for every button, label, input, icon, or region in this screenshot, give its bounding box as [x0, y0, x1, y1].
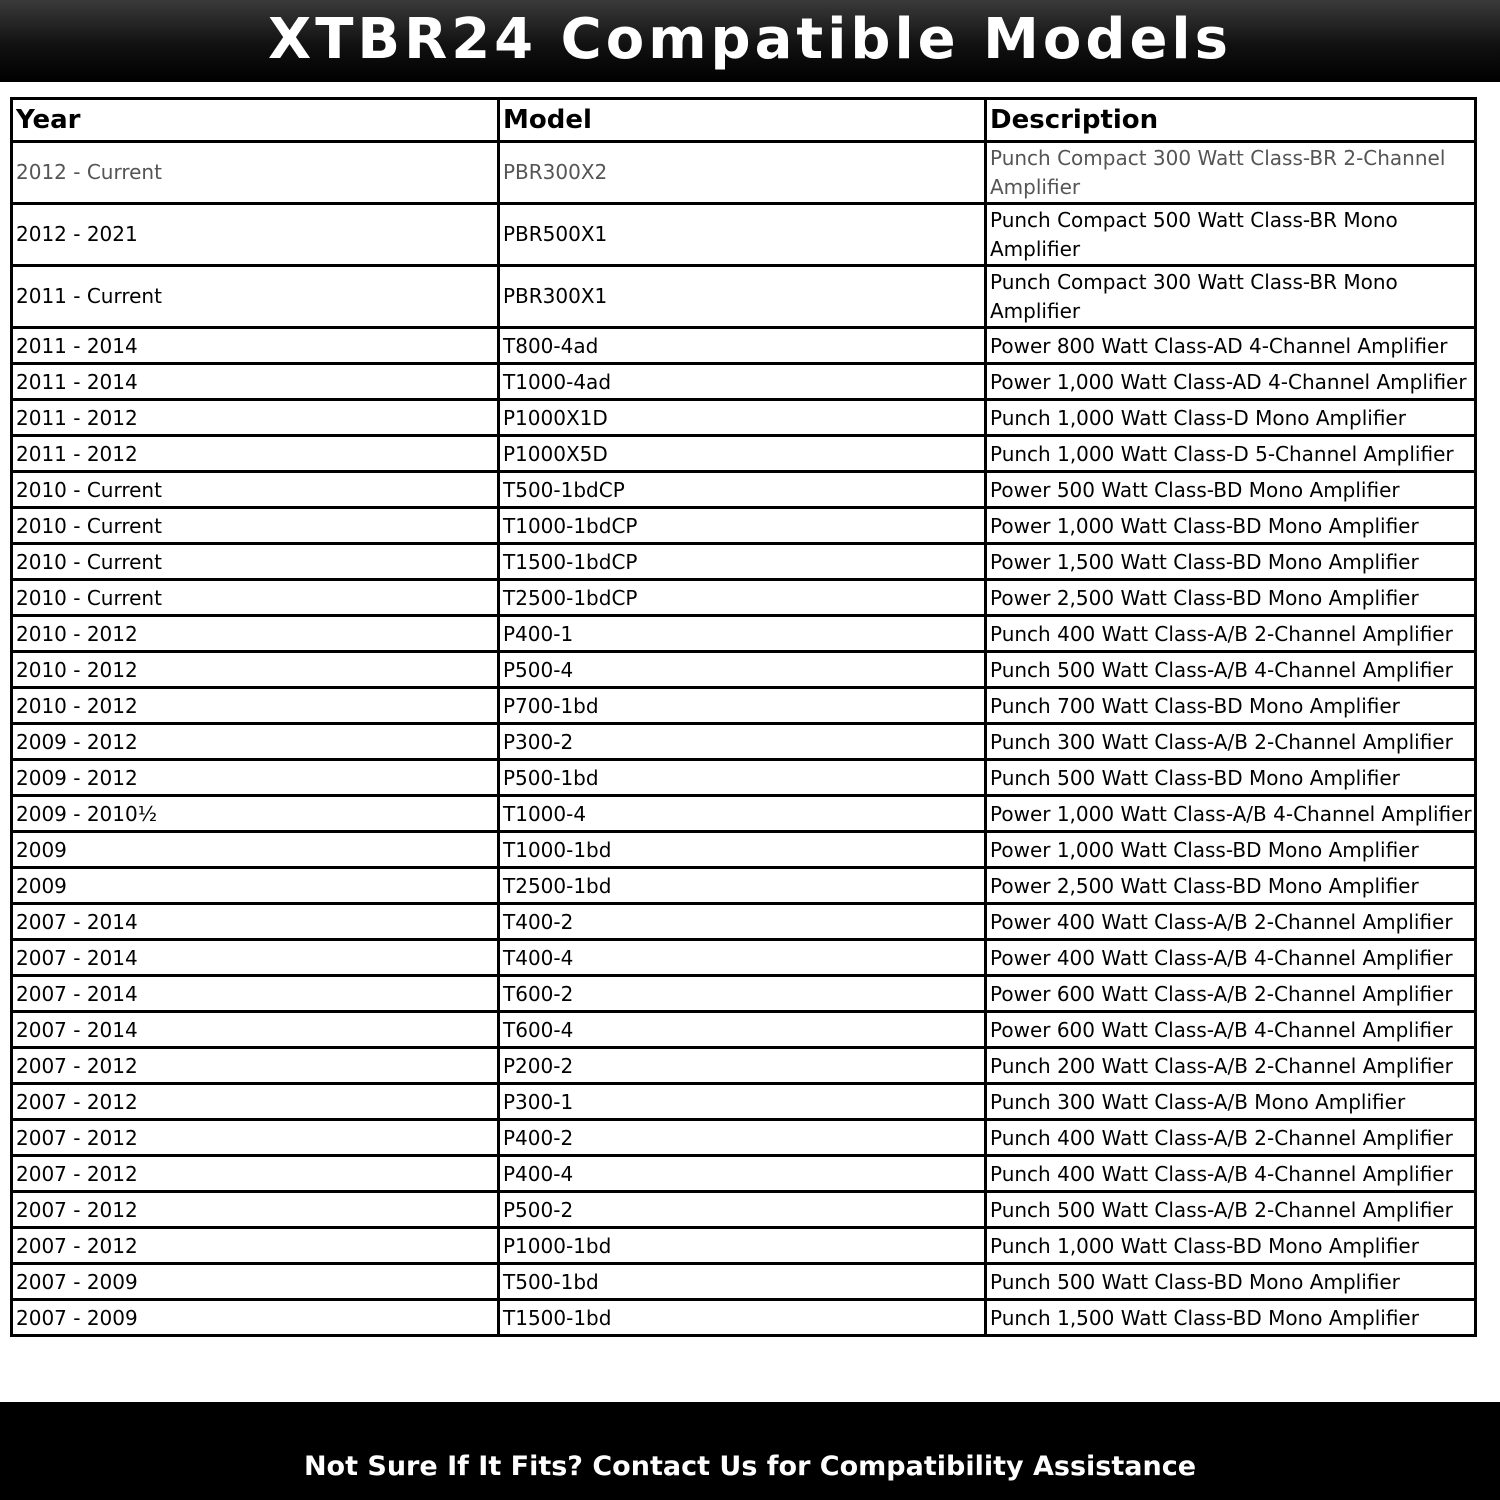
cell-description: Punch 500 Watt Class-BD Mono Amplifier: [986, 760, 1476, 796]
compatibility-table-container: [10, 97, 1474, 1337]
cell-model: P500-2: [499, 1192, 986, 1228]
cell-description: Punch 300 Watt Class-A/B Mono Amplifier: [986, 1084, 1476, 1120]
table-row: [12, 1228, 1476, 1264]
cell-year: 2010 - Current: [12, 508, 499, 544]
cell-model: T500-1bdCP: [499, 472, 986, 508]
table-row: [12, 616, 1476, 652]
cell-description: Punch 1,000 Watt Class-D Mono Amplifier: [986, 400, 1476, 436]
table-row: [12, 328, 1476, 364]
table-row: [12, 724, 1476, 760]
cell-year: 2007 - 2014: [12, 940, 499, 976]
table-row: [12, 1048, 1476, 1084]
table-row: [12, 1300, 1476, 1336]
column-header-description: Description: [986, 99, 1476, 142]
cell-description: Punch 500 Watt Class-A/B 4-Channel Amplifier: [986, 652, 1476, 688]
cell-model: PBR500X1: [499, 204, 986, 266]
column-header-model: Model: [499, 99, 986, 142]
table-row: [12, 652, 1476, 688]
cell-model: P400-1: [499, 616, 986, 652]
cell-description: Punch 1,000 Watt Class-BD Mono Amplifier: [986, 1228, 1476, 1264]
table-row: [12, 976, 1476, 1012]
cell-description: Power 2,500 Watt Class-BD Mono Amplifier: [986, 580, 1476, 616]
footer-banner: [0, 1402, 1500, 1500]
cell-description: Punch 400 Watt Class-A/B 2-Channel Amplifier: [986, 1120, 1476, 1156]
cell-model: P1000X5D: [499, 436, 986, 472]
cell-description: Punch 1,000 Watt Class-D 5-Channel Amplifier: [986, 436, 1476, 472]
cell-model: T800-4ad: [499, 328, 986, 364]
table-row: [12, 1084, 1476, 1120]
cell-model: T500-1bd: [499, 1264, 986, 1300]
cell-year: 2010 - 2012: [12, 652, 499, 688]
cell-description: Punch Compact 300 Watt Class-BR Mono Amplifier: [986, 266, 1476, 328]
cell-year: 2007 - 2012: [12, 1120, 499, 1156]
cell-model: P1000X1D: [499, 400, 986, 436]
cell-year: 2009: [12, 832, 499, 868]
table-row: [12, 142, 1476, 204]
cell-model: T600-2: [499, 976, 986, 1012]
cell-year: 2010 - Current: [12, 580, 499, 616]
table-row: [12, 688, 1476, 724]
table-header-row: [12, 99, 1476, 142]
cell-model: PBR300X2: [499, 142, 986, 204]
cell-description: Punch 300 Watt Class-A/B 2-Channel Amplifier: [986, 724, 1476, 760]
table-row: [12, 904, 1476, 940]
cell-model: T400-4: [499, 940, 986, 976]
cell-description: Power 1,000 Watt Class-AD 4-Channel Amplifier: [986, 364, 1476, 400]
cell-year: 2009: [12, 868, 499, 904]
cell-year: 2010 - 2012: [12, 616, 499, 652]
table-row: [12, 580, 1476, 616]
cell-year: 2009 - 2012: [12, 724, 499, 760]
cell-description: Punch 400 Watt Class-A/B 4-Channel Amplifier: [986, 1156, 1476, 1192]
table-row: [12, 1264, 1476, 1300]
cell-model: T1000-1bd: [499, 832, 986, 868]
cell-year: 2010 - Current: [12, 544, 499, 580]
cell-description: Punch Compact 300 Watt Class-BR 2-Channel Amplifier: [986, 142, 1476, 204]
table-row: [12, 204, 1476, 266]
cell-description: Punch 500 Watt Class-A/B 2-Channel Amplifier: [986, 1192, 1476, 1228]
footer-contact-text: Not Sure If It Fits? Contact Us for Compatibility Assistance: [303, 1450, 1197, 1482]
table-row: [12, 868, 1476, 904]
table-row: [12, 508, 1476, 544]
table-row: [12, 1192, 1476, 1228]
cell-model: P400-4: [499, 1156, 986, 1192]
header-banner: [0, 0, 1500, 82]
table-row: [12, 544, 1476, 580]
table-row: [12, 400, 1476, 436]
cell-description: Power 400 Watt Class-A/B 4-Channel Amplifier: [986, 940, 1476, 976]
cell-model: P400-2: [499, 1120, 986, 1156]
cell-year: 2007 - 2014: [12, 1012, 499, 1048]
cell-model: P1000-1bd: [499, 1228, 986, 1264]
cell-description: Power 2,500 Watt Class-BD Mono Amplifier: [986, 868, 1476, 904]
table-row: [12, 436, 1476, 472]
cell-year: 2010 - 2012: [12, 688, 499, 724]
cell-model: T2500-1bd: [499, 868, 986, 904]
cell-description: Punch 200 Watt Class-A/B 2-Channel Amplifier: [986, 1048, 1476, 1084]
cell-description: Power 1,000 Watt Class-BD Mono Amplifier: [986, 508, 1476, 544]
cell-model: P300-2: [499, 724, 986, 760]
cell-year: 2010 - Current: [12, 472, 499, 508]
cell-model: P300-1: [499, 1084, 986, 1120]
table-row: [12, 1156, 1476, 1192]
cell-year: 2007 - 2009: [12, 1300, 499, 1336]
cell-year: 2007 - 2012: [12, 1192, 499, 1228]
table-row: [12, 472, 1476, 508]
cell-model: T600-4: [499, 1012, 986, 1048]
compatibility-table: [10, 97, 1477, 1337]
cell-model: T1500-1bdCP: [499, 544, 986, 580]
cell-description: Power 800 Watt Class-AD 4-Channel Amplifier: [986, 328, 1476, 364]
cell-description: Punch 500 Watt Class-BD Mono Amplifier: [986, 1264, 1476, 1300]
cell-model: P200-2: [499, 1048, 986, 1084]
cell-year: 2011 - Current: [12, 266, 499, 328]
table-row: [12, 832, 1476, 868]
table-row: [12, 1012, 1476, 1048]
cell-description: Punch 400 Watt Class-A/B 2-Channel Amplifier: [986, 616, 1476, 652]
cell-description: Punch 700 Watt Class-BD Mono Amplifier: [986, 688, 1476, 724]
cell-model: T1500-1bd: [499, 1300, 986, 1336]
cell-year: 2009 - 2010½: [12, 796, 499, 832]
cell-model: T400-2: [499, 904, 986, 940]
cell-description: Power 1,500 Watt Class-BD Mono Amplifier: [986, 544, 1476, 580]
cell-model: P700-1bd: [499, 688, 986, 724]
cell-year: 2007 - 2012: [12, 1156, 499, 1192]
cell-year: 2011 - 2012: [12, 400, 499, 436]
cell-description: Power 600 Watt Class-A/B 4-Channel Amplifier: [986, 1012, 1476, 1048]
cell-year: 2007 - 2012: [12, 1084, 499, 1120]
table-row: [12, 364, 1476, 400]
cell-model: P500-4: [499, 652, 986, 688]
cell-description: Power 400 Watt Class-A/B 2-Channel Amplifier: [986, 904, 1476, 940]
table-row: [12, 266, 1476, 328]
cell-model: T2500-1bdCP: [499, 580, 986, 616]
cell-year: 2007 - 2012: [12, 1228, 499, 1264]
table-body: [12, 142, 1476, 1336]
cell-description: Punch Compact 500 Watt Class-BR Mono Amplifier: [986, 204, 1476, 266]
table-row: [12, 940, 1476, 976]
table-row: [12, 1120, 1476, 1156]
cell-description: Power 600 Watt Class-A/B 2-Channel Amplifier: [986, 976, 1476, 1012]
cell-year: 2007 - 2014: [12, 976, 499, 1012]
cell-year: 2011 - 2012: [12, 436, 499, 472]
cell-description: Punch 1,500 Watt Class-BD Mono Amplifier: [986, 1300, 1476, 1336]
cell-model: PBR300X1: [499, 266, 986, 328]
cell-year: 2011 - 2014: [12, 328, 499, 364]
table-row: [12, 796, 1476, 832]
column-header-year: Year: [12, 99, 499, 142]
cell-model: T1000-1bdCP: [499, 508, 986, 544]
cell-year: 2007 - 2009: [12, 1264, 499, 1300]
cell-model: P500-1bd: [499, 760, 986, 796]
table-row: [12, 760, 1476, 796]
cell-description: Power 1,000 Watt Class-BD Mono Amplifier: [986, 832, 1476, 868]
cell-description: Power 1,000 Watt Class-A/B 4-Channel Amplifier: [986, 796, 1476, 832]
cell-year: 2007 - 2012: [12, 1048, 499, 1084]
cell-year: 2012 - 2021: [12, 204, 499, 266]
cell-model: T1000-4: [499, 796, 986, 832]
cell-year: 2011 - 2014: [12, 364, 499, 400]
cell-description: Power 500 Watt Class-BD Mono Amplifier: [986, 472, 1476, 508]
page-title: XTBR24 Compatible Models: [268, 7, 1232, 72]
cell-year: 2012 - Current: [12, 142, 499, 204]
cell-year: 2007 - 2014: [12, 904, 499, 940]
cell-model: T1000-4ad: [499, 364, 986, 400]
cell-year: 2009 - 2012: [12, 760, 499, 796]
